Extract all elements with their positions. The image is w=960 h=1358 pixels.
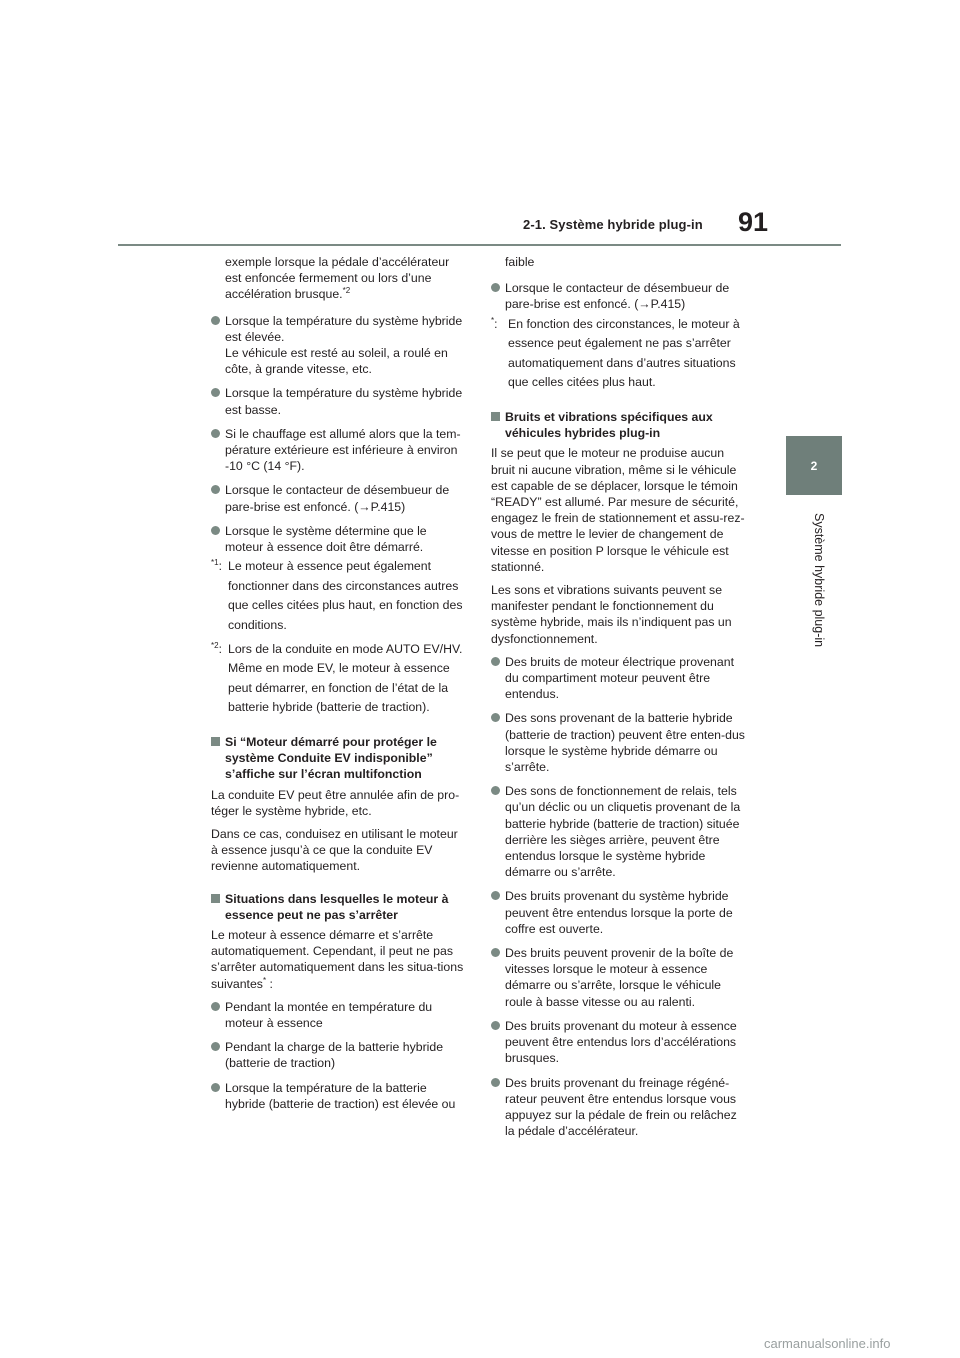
bullet-icon	[211, 485, 220, 494]
bullet-text: Lorsque le système détermine que le moteur à essence doit être démarré.	[225, 523, 427, 555]
bullet-icon	[491, 1021, 500, 1030]
bullet-text: Des bruits de moteur électrique provenant du compartiment moteur peuvent être entendus.	[505, 654, 734, 702]
bullet-text: Lorsque la température du système hybride est élevée. Le véhicule est resté au soleil, a roulé en côte, à grande vitesse, etc.	[225, 313, 463, 377]
bullet-icon	[211, 1002, 220, 1011]
paragraph: Il se peut que le moteur ne produise aucun bruit ni aucune vibration, même si le véhicule est capable de se déplacer, lorsque le témoin “READY” est allumé. Par mesure de sécurité, engagez le frein de stationnement et assu-rez-vous de mettre le levier de changement de vitesse en position P lorsque le véhicule est stationné.	[491, 446, 745, 574]
bullet-text: Pendant la charge de la batterie hybride (batterie de traction)	[225, 1040, 444, 1071]
list-item	[491, 783, 747, 880]
section-title: 2-1. Système hybride plug-in	[523, 217, 703, 232]
footnote-mark: *1	[211, 558, 219, 568]
bullet-text: Si le chauffage est allumé alors que la tem-pérature extérieure est inférieure à environ -10 °C (14 °F).	[225, 426, 461, 474]
footnote: $^{*1}$: Le moteur à essence peut également fonctionner dans des circonstances autres que celles citées plus haut, en fonction des conditions.	[211, 557, 467, 635]
section-heading: Si “Moteur démarré pour protéger le système Conduite EV indisponible” s’affiche sur l’écran multifonction	[211, 734, 467, 783]
bullet-icon	[211, 429, 220, 438]
list-item	[211, 313, 467, 378]
list-item	[491, 710, 747, 775]
paragraph: Les sons et vibrations suivants peuvent se manifester pendant le fonctionnement du système hybride, mais ils n’indiquent pas un dysfonctionnement.	[491, 583, 732, 646]
chapter-tab	[786, 436, 842, 495]
paragraph: La conduite EV peut être annulée afin de pro-téger le système hybride, etc.	[211, 787, 460, 818]
bullet-icon	[211, 1083, 220, 1092]
footnote-text: Le moteur à essence peut également fonctionner dans des circonstances autres que celles citées plus haut, en fonction des conditions.	[228, 559, 463, 633]
list-item	[491, 654, 747, 703]
heading-square-icon	[491, 412, 500, 421]
bullet-icon	[491, 1078, 500, 1087]
list-item	[211, 385, 467, 417]
footnote-text: En fonction des circonstances, le moteur à essence peut également ne pas s’arrêter automatiquement dans d’autres situations que celles citées plus haut.	[508, 316, 740, 390]
continued-text: faible	[505, 255, 535, 269]
bullet-text: Des bruits provenant du freinage régéné-rateur peuvent être entendus lorsque vous appuyez sur la pédale de frein ou relâchez la pédale d’accélérateur.	[505, 1075, 737, 1139]
continued-text: exemple lorsque la pédale d’accélérateur est enfoncée fermement ou lors d’une accélération brusque.$^{*2}$	[225, 255, 450, 302]
list-item	[491, 1075, 747, 1140]
list-item	[491, 280, 747, 312]
bullet-icon	[211, 526, 220, 535]
list-item	[211, 426, 467, 475]
page-number: 91	[738, 207, 769, 237]
paragraph: Dans ce cas, conduisez en utilisant le moteur à essence jusqu’à ce que la conduite EV revienne automatiquement.	[211, 827, 458, 874]
footnote-mark: *2	[211, 640, 219, 650]
bullet-icon	[491, 283, 500, 292]
bullet-text: Des bruits provenant du moteur à essence peuvent être entendus lors d’accélérations brusques.	[505, 1018, 737, 1066]
bullet-icon	[211, 388, 220, 397]
bullet-icon	[491, 657, 500, 666]
footnote-mark: *	[491, 315, 495, 325]
bullet-icon	[491, 713, 500, 722]
footnote-text: Lors de la conduite en mode AUTO EV/HV. Même en mode EV, le moteur à essence peut démarrer, en fonction de l’état de la batterie hybride (batterie de traction).	[228, 641, 463, 715]
left-column	[211, 254, 467, 1120]
bullet-icon	[491, 891, 500, 900]
watermark: carmanualsonline.info	[764, 1336, 891, 1351]
heading-square-icon	[211, 894, 220, 903]
section-heading: Bruits et vibrations spécifiques aux véhicules hybrides plug-in	[491, 409, 747, 441]
list-item	[211, 1039, 467, 1071]
list-item	[211, 1080, 467, 1112]
heading-square-icon	[211, 737, 220, 746]
list-item	[491, 888, 747, 937]
list-item	[491, 945, 747, 1010]
list-item	[211, 482, 467, 514]
right-column	[491, 254, 747, 1147]
paragraph: Le moteur à essence démarre et s’arrête automatiquement. Cependant, il peut ne pas s’arrêter automatiquement dans les situa-tions suivantes* :	[211, 928, 464, 991]
bullet-icon	[491, 948, 500, 957]
bullet-icon	[211, 316, 220, 325]
bullet-text: Lorsque la température du système hybride est basse.	[225, 386, 463, 417]
bullet-text: Lorsque le contacteur de désembueur de pare-brise est enfoncé. (→P.415)	[225, 483, 450, 514]
bullet-text: Lorsque le contacteur de désembueur de pare-brise est enfoncé. (→P.415)	[505, 281, 730, 312]
bullet-text: Pendant la montée en température du moteur à essence	[225, 999, 433, 1031]
bullet-text: Des sons provenant de la batterie hybride (batterie de traction) peuvent être enten-dus lorsque le système hybride démarre ou s’arrête.	[505, 711, 745, 775]
footnote: *: En fonction des circonstances, le moteur à essence peut également ne pas s’arrêter automatiquement dans d’autres situations que celles citées plus haut.	[491, 315, 747, 393]
bullet-icon	[491, 786, 500, 795]
chapter-tab-label: Système hybride plug-in	[812, 513, 826, 648]
list-item	[211, 523, 467, 555]
bullet-text: Lorsque la température de la batterie hybride (batterie de traction) est élevée ou	[225, 1080, 456, 1111]
bullet-text: Des sons de fonctionnement de relais, tels qu’un déclic ou un cliquetis provenant de la batterie hybride (batterie de traction) située derrière les sièges arrière, peuvent être entendus lorsque le système hybride démarre ou s’arrête.	[505, 784, 741, 880]
bullet-text: Des bruits provenant du système hybride peuvent être entendus lorsque la porte de coffre est ouverte.	[505, 889, 733, 936]
section-heading: Situations dans lesquelles le moteur à essence peut ne pas s’arrêter	[211, 891, 467, 923]
bullet-icon	[211, 1042, 220, 1051]
list-item	[211, 999, 467, 1031]
list-item	[491, 1018, 747, 1067]
chapter-tab-number: 2	[810, 458, 818, 473]
footnote: $^{*2}$: Lors de la conduite en mode AUTO EV/HV. Même en mode EV, le moteur à essence peut démarrer, en fonction de l’état de la batterie hybride (batterie de traction).	[211, 640, 467, 718]
header-divider	[118, 244, 841, 246]
bullet-text: Des bruits peuvent provenir de la boîte de vitesses lorsque le moteur à essence démarre ou s’arrête, lorsque le véhicule roule à basse vitesse ou au ralenti.	[505, 946, 734, 1009]
